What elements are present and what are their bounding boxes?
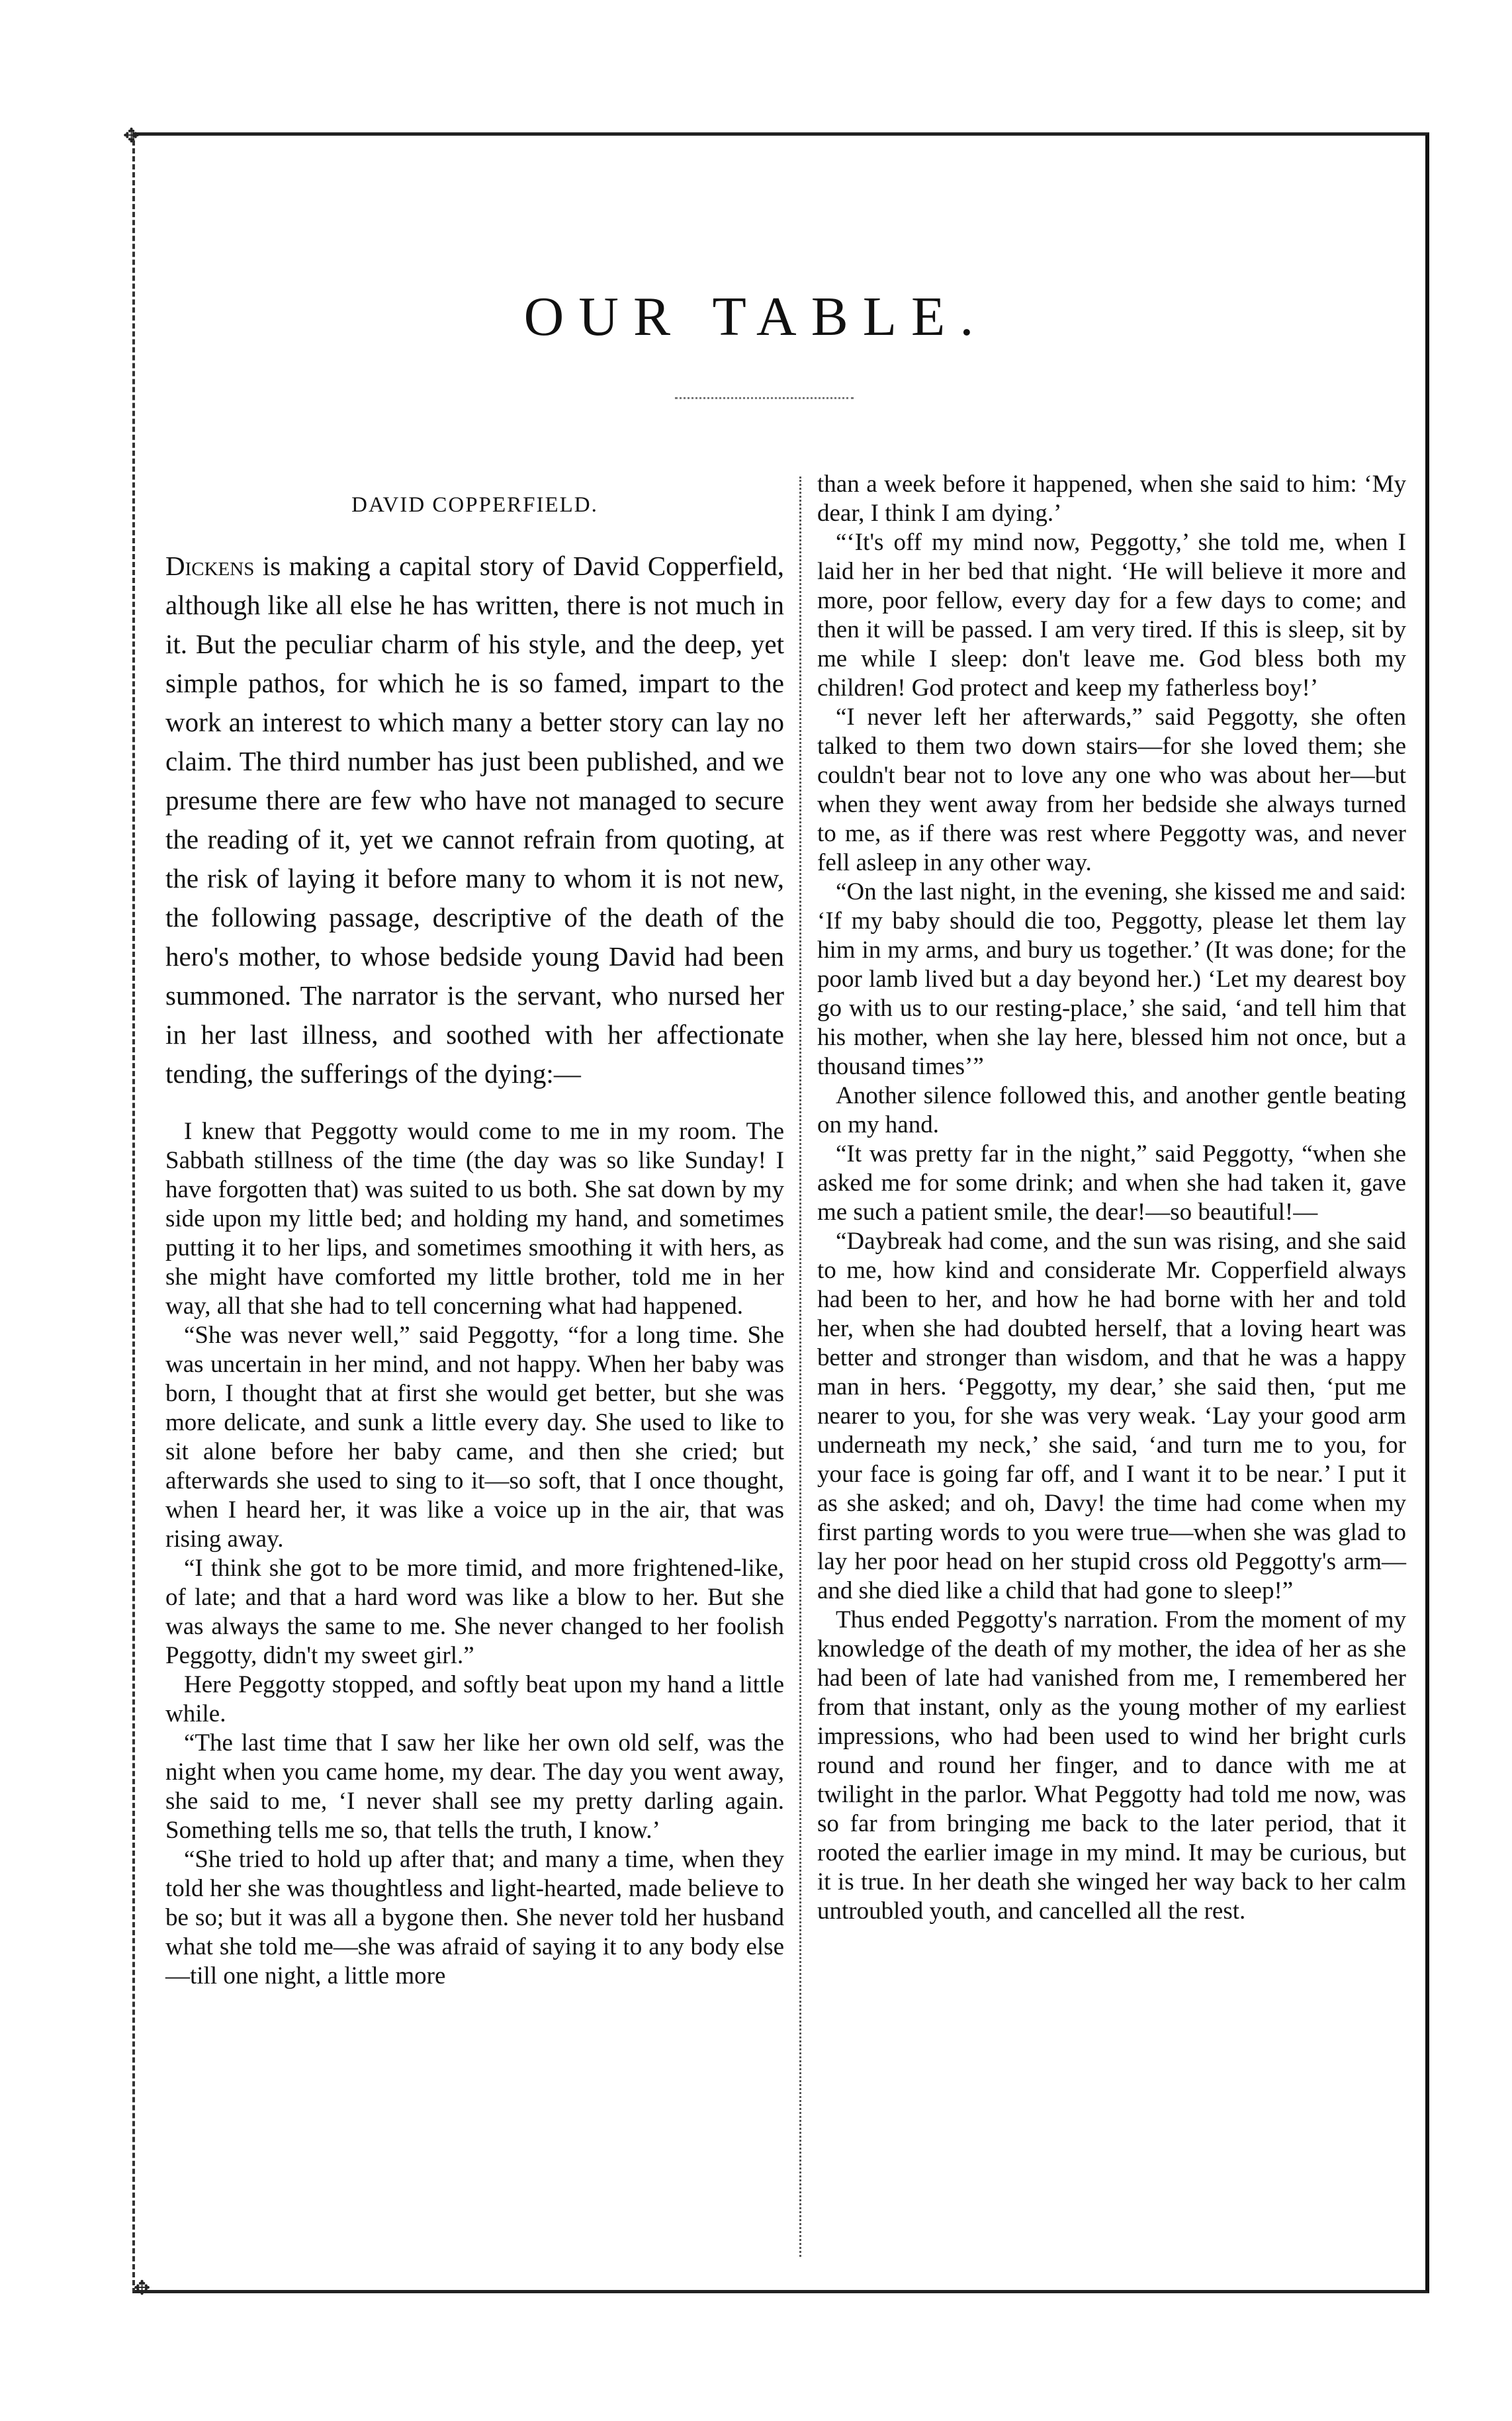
quote-paragraph: “She tried to hold up after that; and many a time, when they told her she was thoughtless and light-hearted, made believe to be so; but it was all a bygone then. She never told her husband what she told me—she was afraid of saying it to any body else—till one night, a little more bbox=[165, 1846, 784, 1989]
quote-paragraph: I knew that Peggotty would come to me in my room. The Sabbath stillness of the time (the day was so like Sunday! I have forgotten that) was suited to us both. She sat down by my side upon my little bed; and holding my hand, and sometimes putting it to her lips, and sometimes smoothing it with hers, as she might have comforted my little brother, told me in her way, all that she had to tell concerning what had happened. bbox=[165, 1118, 784, 1320]
quoted-passage-right bbox=[817, 470, 1406, 1926]
corner-ornament-top-left-icon: ✥ bbox=[123, 125, 140, 147]
article-heading: DAVID COPPERFIELD. bbox=[351, 493, 598, 517]
quote-paragraph: “The last time that I saw her like her own old self, was the night when you came home, my dear. The day you went away, she said to me, ‘I never shall see my pretty darling again. Something tells me so, that tells the truth, I know.’ bbox=[165, 1729, 784, 1844]
quote-paragraph: than a week before it happened, when she said to him: ‘My dear, I think I am dying.’ bbox=[817, 471, 1406, 527]
intro-lead-word: Dickens bbox=[165, 551, 255, 581]
corner-ornament-bottom-left-icon: ✥ bbox=[134, 2277, 151, 2299]
quote-paragraph: Another silence followed this, and another gentle beating on my hand. bbox=[817, 1082, 1406, 1138]
quoted-passage-left bbox=[165, 1117, 784, 1991]
intro-paragraph bbox=[165, 547, 784, 1093]
quote-paragraph: “It was pretty far in the night,” said Peggotty, “when she asked me for some drink; and when she had taken it, gave me such a patient smile, the dear!—so beautiful!— bbox=[817, 1140, 1406, 1226]
quote-paragraph: “She was never well,” said Peggotty, “for a long time. She was uncertain in her mind, and not happy. When her baby was born, I thought that at first she would get better, but she was more delicate, and sunk a little every day. She used to like to sit alone before her baby came, and then she cried; but afterwards she used to sing to it—so soft, that I once thought, when I heard her, it was like a voice up in the air, that was rising away. bbox=[165, 1322, 784, 1553]
right-column bbox=[817, 470, 1406, 1926]
quote-paragraph: “On the last night, in the evening, she kissed me and said: ‘If my baby should die too, Peggotty, please let them lay him in my arms, and bury us together.’ (It was done; for the poor lamb lived but a day beyond her.) ‘Let my dearest boy go with us to our resting-place,’ she said, ‘and tell him that his mother, when she lay here, blessed him not once, but a thousand times’” bbox=[817, 878, 1406, 1080]
quote-paragraph: “I think she got to be more timid, and more frightened-like, of late; and that a hard word was like a blow to her. But she was always the same to me. She never changed to her foolish Peggotty, didn't my sweet girl.” bbox=[165, 1555, 784, 1669]
column-divider bbox=[799, 477, 801, 2257]
quote-paragraph: “‘It's off my mind now, Peggotty,’ she told me, when I laid her in her bed that night. ‘He will believe it more and more, poor fellow, every day for a few days to come; and then it will be passed. I am very tired. If this is sleep, sit by me while I sleep: don't leave me. God bless both my children! God protect and keep my fatherless boy!’ bbox=[817, 529, 1406, 702]
page-title: OUR TABLE. bbox=[523, 286, 989, 347]
quote-paragraph: “Daybreak had come, and the sun was rising, and she said to me, how kind and considerate Mr. Copperfield always had been to her, and how he had borne with her and told her, when she had doubted herself, that a loving heart was better and stronger than wisdom, and that he was a happy man in hers. ‘Peggotty, my dear,’ she said then, ‘put me nearer to you, for she was very weak. ‘Lay your good arm underneath my neck,’ she said, ‘and turn me to you, for your face is going far off, and I want it to be near.’ I put it as she asked; and oh, Davy! the time had come when my first parting words to you were true—when she was glad to lay her poor head on her stupid cross old Peggotty's arm—and she died like a child that had gone to sleep!” bbox=[817, 1228, 1406, 1604]
intro-text: is making a capital story of David Copperfield, although like all else he has written, there is not much in it. But the peculiar charm of his style, and the deep, yet simple pathos, for which he is so famed, impart to the work an interest to which many a better story can lay no claim. The third number has just been published, and we presume there are few who have not managed to secure the reading of it, yet we cannot refrain from quoting, at the risk of laying it before many to whom it is not new, the following passage, descriptive of the death of the hero's mother, to whose bedside young David had been summoned. The narrator is the servant, who nursed her in her last illness, and soothed with her affectionate tending, the sufferings of the dying:— bbox=[165, 551, 784, 1089]
title-ornament-divider bbox=[675, 397, 854, 399]
left-column bbox=[165, 493, 784, 1991]
quote-paragraph: “I never left her afterwards,” said Peggotty, she often talked to them two down stairs—for she loved them; she couldn't bear not to love any one who was about her—but when they went away from her bedside she always turned to me, as if there was rest where Peggotty was, and never fell asleep in any other way. bbox=[817, 704, 1406, 876]
quote-paragraph: Here Peggotty stopped, and softly beat upon my hand a little while. bbox=[165, 1671, 784, 1727]
quote-paragraph: Thus ended Peggotty's narration. From the moment of my knowledge of the death of my mother, the idea of her as she had been of late had vanished from me, I remembered her from that instant, only as the young mother of my earliest impressions, who had been used to wind her bright curls round and round her finger, and to dance with me at twilight in the parlor. What Peggotty had told me now, was so far from bringing me back to the later period, that it rooted the earlier image in my mind. It may be curious, but it is true. In her death she winged her way back to her calm untroubled youth, and cancelled all the rest. bbox=[817, 1606, 1406, 1925]
